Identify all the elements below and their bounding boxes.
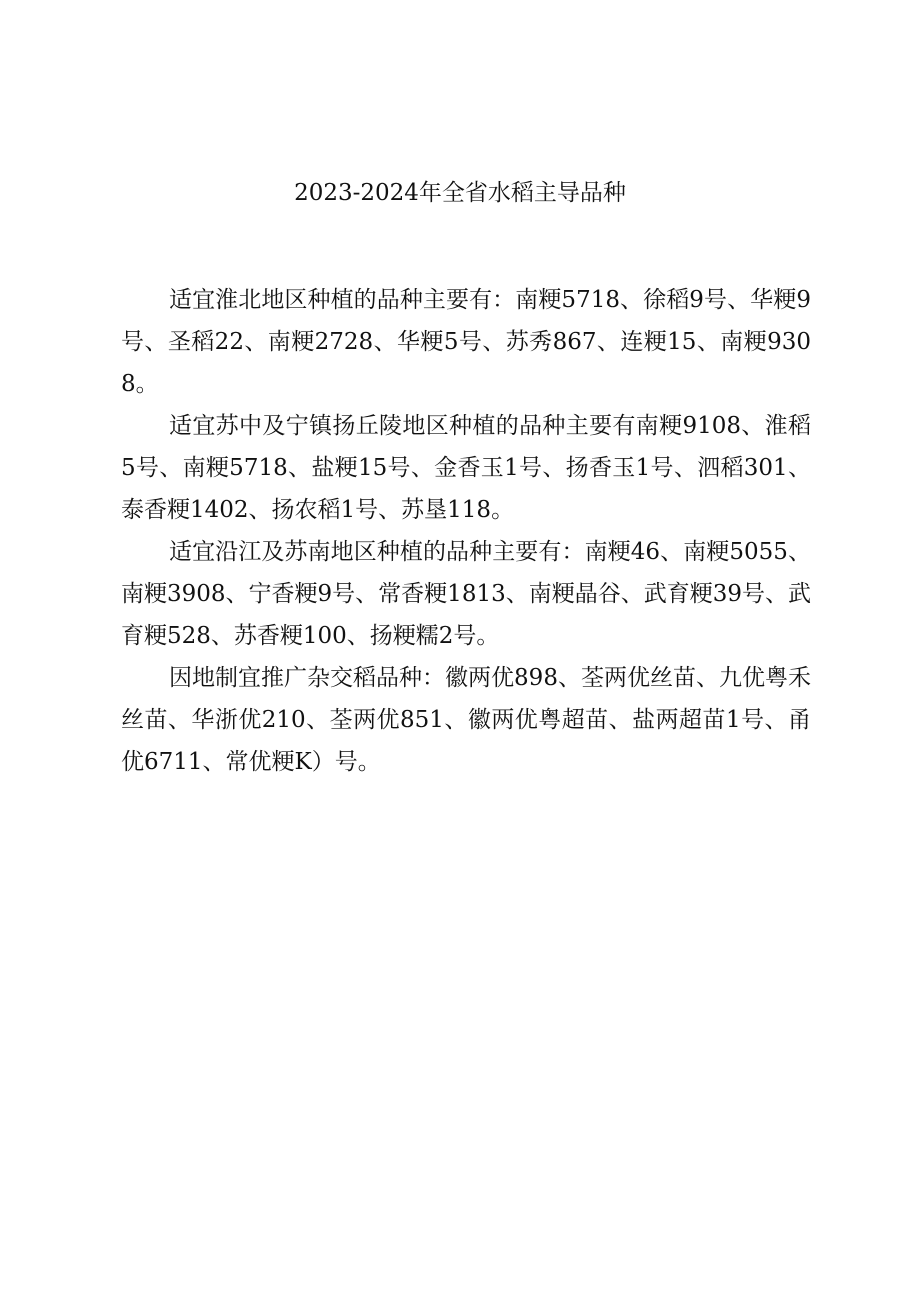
paragraph-suzhong-ningzhenyang: 适宜苏中及宁镇扬丘陵地区种植的品种主要有南粳9108、淮稻5号、南粳5718、盐粳15号、金香玉1号、扬香玉1号、泗稻301、泰香粳1402、扬农稻1号、苏垦118。: [121, 413, 811, 523]
document-body: [121, 279, 811, 783]
document-title: 2023-2024年全省水稻主导品种: [294, 180, 626, 206]
paragraph-hybrid-rice: 因地制宜推广杂交稻品种：徽两优898、荃两优丝苗、九优粤禾丝苗、华浙优210、荃两优851、徽两优粤超苗、盐两超苗1号、甬优6711、常优粳K）号。: [121, 665, 811, 775]
paragraph-yanjiang-sunan: 适宜沿江及苏南地区种植的品种主要有：南粳46、南粳5055、南粳3908、宁香粳9号、常香粳1813、南粳晶谷、武育粳39号、武育粳528、苏香粳100、扬粳糯2号。: [121, 539, 811, 649]
paragraph-huaibei: 适宜淮北地区种植的品种主要有：南粳5718、徐稻9号、华粳9号、圣稻22、南粳2728、华粳5号、苏秀867、连粳15、南粳9308。: [121, 287, 811, 397]
